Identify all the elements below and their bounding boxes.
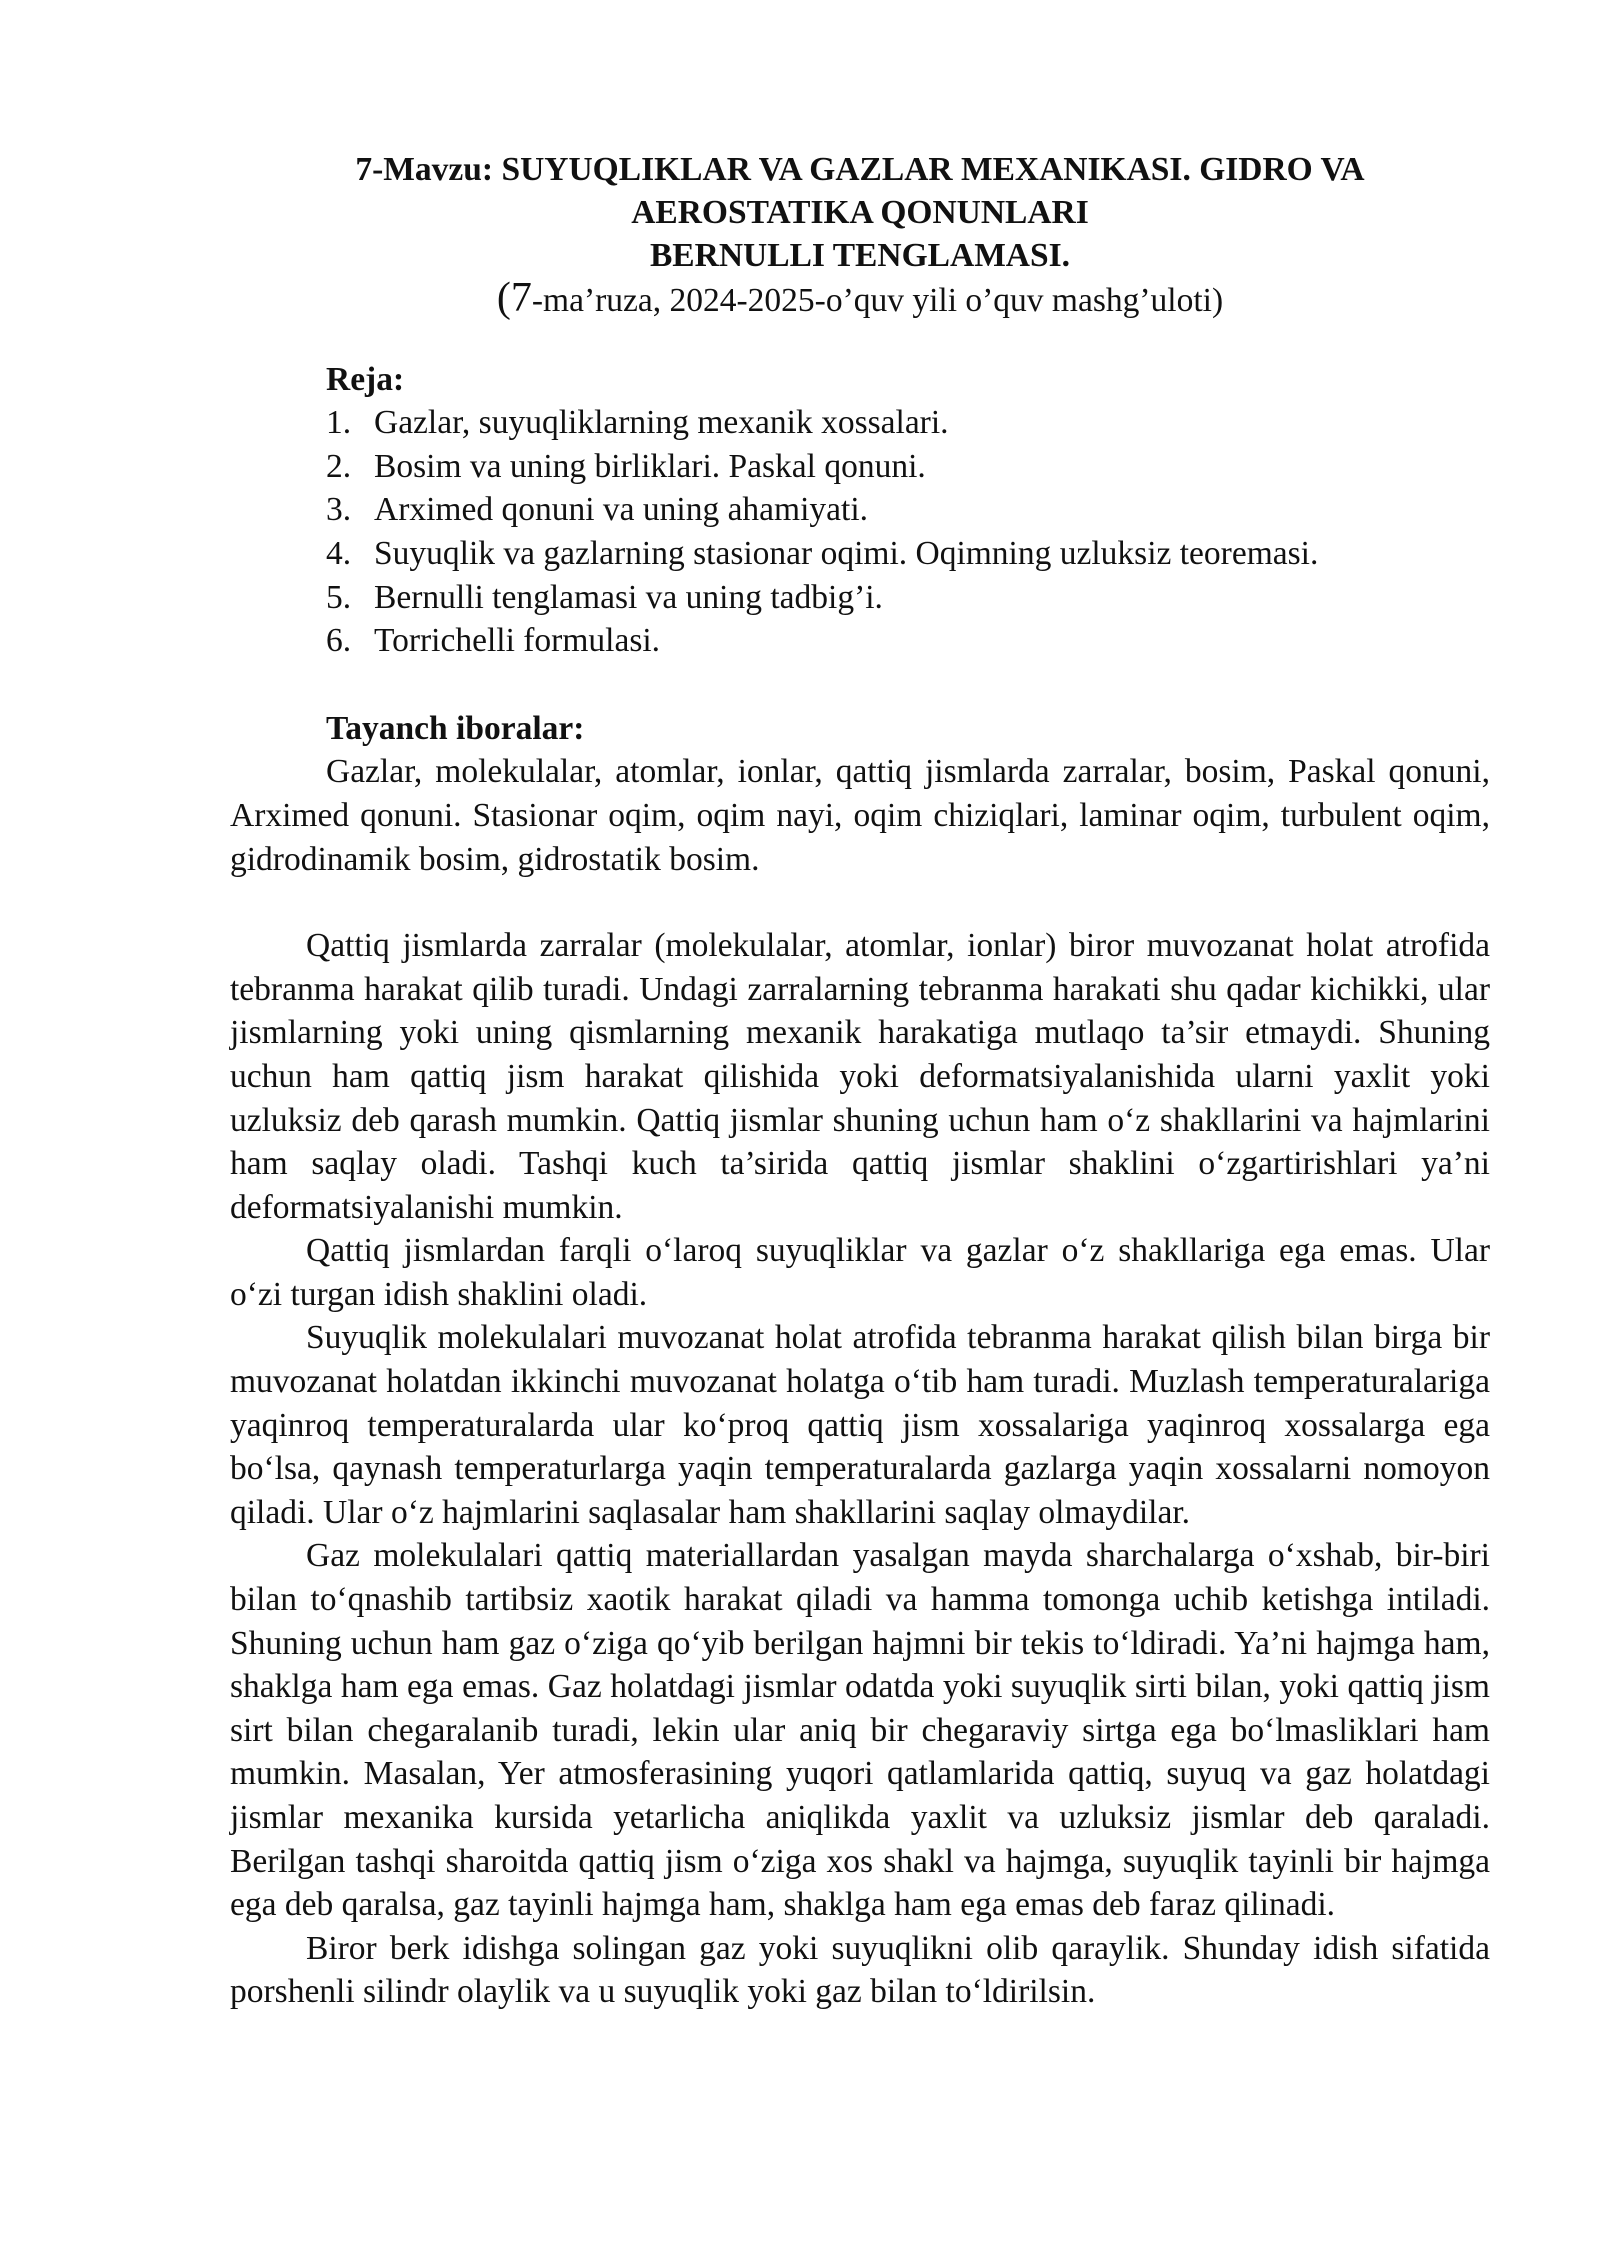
body-paragraph: Gaz molekulalari qattiq materiallardan yasalgan mayda sharchalarga o‘xshab, bir-biri bilan to‘qnashib tartibsiz xaotik harakat qiladi va hamma tomonga uchib ketishga intiladi. Shuning uchun ham gaz o‘ziga qo‘yib berilgan hajmni bir tekis to‘ldiradi. Ya’ni hajmga ham, shaklga ham ega emas. Gaz holatdagi jismlar odatda yoki suyuqlik sirti bilan, yoki qattiq jism sirt bilan chegaralanib turadi, lekin ular aniq bir chegaraviy sirtga ega bo‘lmasliklari ham mumkin. Masalan, Yer atmosferasining yuqori qatlamlarida qattiq, suyuq va gaz holatdagi jismlar mexanika kursida yetarlicha aniqlikda yaxlit va uzluksiz jismlar deb qaraladi. Berilgan tashqi sharoitda qattiq jism o‘ziga xos shakl va hajmga, suyuqlik tayinli bir hajmga ega deb qaralsa, gaz tayinli hajmga ham, shaklga ham ega emas deb faraz qilinadi.: [230, 1537, 1490, 1924]
body-paragraph: Suyuqlik molekulalari muvozanat holat atrofida tebranma harakat qilish bilan birga bir muvozanat holatdan ikkinchi muvozanat holatga o‘tib ham turadi. Muzlash temperaturalariga yaqinroq temperaturalarda ular ko‘proq qattiq jism xossalariga yaqinroq xossalarga ega bo‘lsa, qaynash temperaturlarga yaqin temperaturalarda gazlarga yaqin xossalarni nomoyon qiladi. Ular o‘z hajmlarini saqlasalar ham shakllarini saqlay olmaydilar.: [230, 1319, 1490, 1531]
plan-item-text: Suyuqlik va gazlarning stasionar oqimi. Oqimning uzluksiz teoremasi.: [374, 534, 1319, 572]
subtitle-rest: -ma’ruza, 2024-2025-o’quv yili o’quv mashg’uloti): [531, 282, 1224, 319]
plan-item: [326, 532, 1490, 576]
lecture-subtitle: [230, 277, 1490, 323]
plan-heading: Reja:: [326, 360, 405, 398]
plan-item-text: Torrichelli formulasi.: [374, 622, 661, 660]
plan-item-number: 3.: [326, 491, 352, 529]
plan-item: [326, 488, 1490, 532]
body-paragraph: Qattiq jismlardan farqli o‘laroq suyuqliklar va gazlar o‘z shakllariga ega emas. Ular o‘zi turgan idish shaklini oladi.: [230, 1232, 1490, 1313]
keywords-text: Gazlar, molekulalar, atomlar, ionlar, qattiq jismlarda zarralar, bosim, Paskal qonuni, Arximed qonuni. Stasionar oqim, oqim nayi, oqim chiziqlari, laminar oqim, turbulent oqim, gidrodinamik bosim, gidrostatik bosim.: [230, 753, 1490, 878]
plan-item-text: Bernulli tenglamasi va uning tadbig’i.: [374, 578, 883, 616]
plan-item-number: 4.: [326, 534, 352, 572]
plan-item-number: 5.: [326, 578, 352, 616]
keywords-section: [230, 707, 1490, 881]
plan-item-number: 1.: [326, 404, 352, 442]
plan-item-text: Arximed qonuni va uning ahamiyati.: [374, 491, 869, 529]
plan-section: [326, 358, 1490, 663]
plan-item: [326, 619, 1490, 663]
plan-item: [326, 576, 1490, 620]
document-title: [230, 148, 1490, 277]
title-line-2: AEROSTATIKA QONUNLARI: [631, 194, 1089, 231]
plan-item-text: Bosim va uning birliklari. Paskal qonuni.: [374, 447, 926, 485]
title-line-3: BERNULLI TENGLAMASI.: [649, 237, 1071, 274]
title-line-1: 7-Mavzu: SUYUQLIKLAR VA GAZLAR MEXANIKASI. GIDRO VA: [355, 151, 1365, 188]
document-page: [230, 148, 1490, 2014]
plan-item: [326, 401, 1490, 445]
plan-item: [326, 445, 1490, 489]
plan-item-number: 6.: [326, 622, 352, 660]
subtitle-lead: (7: [496, 275, 532, 321]
body-paragraph: Biror berk idishga solingan gaz yoki suyuqlikni olib qaraylik. Shunday idish sifatida porshenli silindr olaylik va u suyuqlik yoki gaz bilan to‘ldirilsin.: [230, 1929, 1490, 2011]
keywords-heading: Tayanch iboralar:: [326, 709, 585, 747]
body-paragraph: Qattiq jismlarda zarralar (molekulalar, atomlar, ionlar) biror muvozanat holat atrofida tebranma harakat qilib turadi. Undagi zarralarning tebranma harakati shu qadar kichikki, ular jismlarning yoki uning qismlarning mexanik harakatiga mutlaqo ta’sir etmaydi. Shuning uchun ham qattiq jism harakat qilishida yoki deformatsiyalanishida ularni yaxlit yoki uzluksiz deb qarash mumkin. Qattiq jismlar shuning uchun ham o‘z shakllarini va hajmlarini ham saqlay oladi. Tashqi kuch ta’sirida qattiq jismlar shaklini o‘zgartirishlari ya’ni deformatsiyalanishi mumkin.: [230, 927, 1490, 1226]
plan-item-text: Gazlar, suyuqliklarning mexanik xossalari.: [374, 404, 949, 442]
plan-item-number: 2.: [326, 447, 352, 485]
plan-list: [326, 401, 1490, 663]
body-text: [230, 924, 1490, 2014]
